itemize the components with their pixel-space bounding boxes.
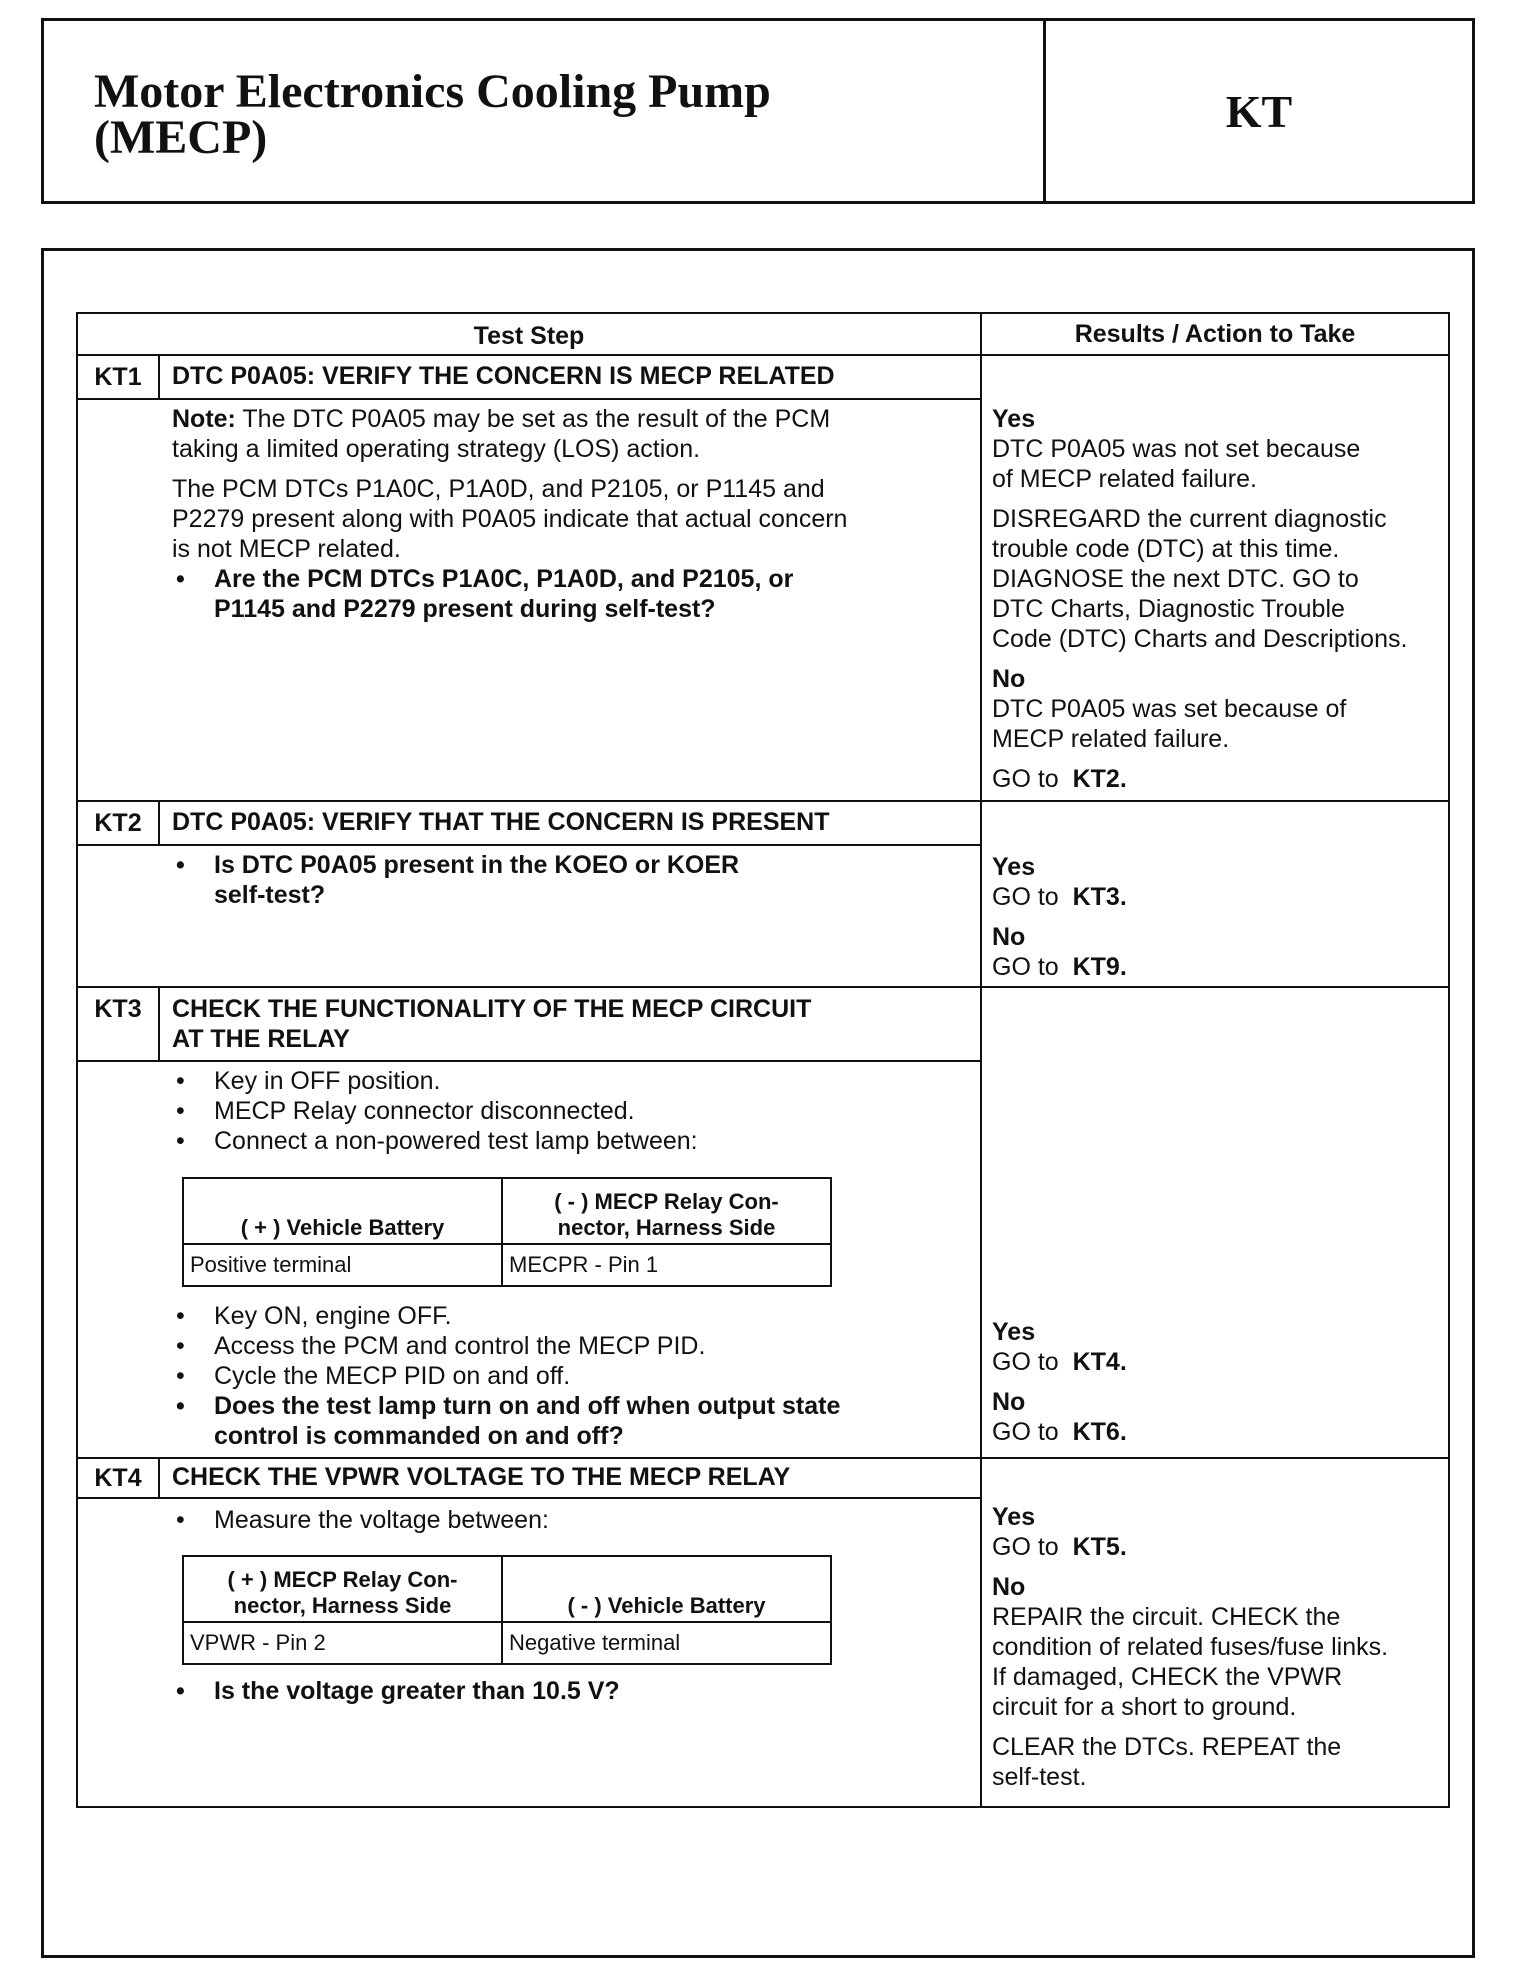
step-title-kt4: CHECK THE VPWR VOLTAGE TO THE MECP RELAY xyxy=(172,1463,791,1491)
column-header-test-step: Test Step xyxy=(473,322,585,350)
kt2-no-go: GO to xyxy=(992,953,1059,981)
section-code: KT xyxy=(1225,85,1293,137)
kt4-no-text: CLEAR the DTCs. REPEAT the xyxy=(992,1733,1342,1761)
kt3-no-target: KT6. xyxy=(1072,1418,1127,1446)
page-title-line2: (MECP) xyxy=(94,111,268,164)
kt3-bullets-a xyxy=(172,1066,972,1156)
kt4-yes-target: KT5. xyxy=(1072,1533,1127,1561)
kt1-para-2: P2279 present along with P0A05 indicate that actual concern xyxy=(172,505,848,533)
kt4-no-text: self-test. xyxy=(992,1763,1087,1791)
step-id-kt4: KT4 xyxy=(94,1464,142,1492)
step-id-kt1: KT1 xyxy=(94,363,142,391)
kt4-connection-table xyxy=(182,1555,832,1665)
kt3-bullets-b xyxy=(172,1301,972,1451)
step-title-kt2: DTC P0A05: VERIFY THAT THE CONCERN IS PRESENT xyxy=(172,808,830,836)
kt1-para-1: The PCM DTCs P1A0C, P1A0D, and P2105, or P1145 and xyxy=(172,475,825,503)
kt3-results xyxy=(992,1317,1444,1447)
list-item: • Measure the voltage between: xyxy=(172,1505,972,1535)
kt1-no-text: MECP related failure. xyxy=(992,725,1230,753)
kt4-table-cell-2: Negative terminal xyxy=(502,1622,831,1664)
kt1-results xyxy=(992,404,1444,794)
kt1-note-text-2: taking a limited operating strategy (LOS) action. xyxy=(172,435,701,463)
kt3-question: • Does the test lamp turn on and off when output state control is commanded on and off? xyxy=(172,1391,972,1451)
kt4-table-header-1: ( + ) MECP Relay Con- nector, Harness Side xyxy=(183,1556,502,1622)
step-id-kt2: KT2 xyxy=(94,809,142,837)
kt1-go-to: GO to xyxy=(992,765,1059,793)
page-title-line1: Motor Electronics Cooling Pump xyxy=(94,65,771,118)
kt1-no-label: No xyxy=(992,665,1026,693)
kt2-yes-target: KT3. xyxy=(1072,883,1127,911)
kt4-question-list xyxy=(172,1676,972,1706)
kt1-yes-text: of MECP related failure. xyxy=(992,465,1257,493)
kt3-yes-label: Yes xyxy=(992,1318,1036,1346)
list-item: • Key ON, engine OFF. xyxy=(172,1301,972,1331)
kt4-table-cell-1: VPWR - Pin 2 xyxy=(183,1622,502,1664)
column-header-results: Results / Action to Take xyxy=(1074,320,1356,348)
kt4-no-label: No xyxy=(992,1573,1026,1601)
kt1-note-text-1: The DTC P0A05 may be set as the result of the PCM xyxy=(242,405,831,433)
kt3-no-label: No xyxy=(992,1388,1026,1416)
list-item: • Key in OFF position. xyxy=(172,1066,972,1096)
kt4-no-text: If damaged, CHECK the VPWR xyxy=(992,1663,1343,1691)
kt3-no-go: GO to xyxy=(992,1418,1059,1446)
page-header xyxy=(41,18,1475,204)
page-title xyxy=(44,21,1046,201)
kt2-question: • Is DTC P0A05 present in the KOEO or KOER self-test? xyxy=(172,850,972,910)
kt4-step-body-b xyxy=(172,1676,972,1706)
kt4-no-text: condition of related fuses/fuse links. xyxy=(992,1633,1389,1661)
list-item: • Cycle the MECP PID on and off. xyxy=(172,1361,972,1391)
kt4-no-text: REPAIR the circuit. CHECK the xyxy=(992,1603,1341,1631)
kt1-question: • Are the PCM DTCs P1A0C, P1A0D, and P2105, or P1145 and P2279 present during self-test? xyxy=(172,564,972,624)
kt4-yes-go: GO to xyxy=(992,1533,1059,1561)
step-title-kt1: DTC P0A05: VERIFY THE CONCERN IS MECP RELATED xyxy=(172,362,835,390)
kt4-bullets xyxy=(172,1505,972,1535)
step-id-kt3: KT3 xyxy=(94,995,142,1023)
kt2-yes-label: Yes xyxy=(992,853,1036,881)
kt4-table-header-2: ( - ) Vehicle Battery xyxy=(502,1556,831,1622)
kt3-table-cell-1: Positive terminal xyxy=(183,1244,502,1286)
kt2-no-target: KT9. xyxy=(1072,953,1127,981)
list-item: • MECP Relay connector disconnected. xyxy=(172,1096,972,1126)
kt1-yes-text: DTC Charts, Diagnostic Trouble xyxy=(992,595,1345,623)
kt3-table-cell-2: MECPR - Pin 1 xyxy=(502,1244,831,1286)
kt1-yes-text: DIAGNOSE the next DTC. GO to xyxy=(992,565,1359,593)
kt2-results xyxy=(992,852,1444,982)
kt3-yes-go: GO to xyxy=(992,1348,1059,1376)
kt2-no-label: No xyxy=(992,923,1026,951)
kt3-connection-table xyxy=(182,1177,832,1287)
kt1-yes-label: Yes xyxy=(992,405,1036,433)
kt4-question: • Is the voltage greater than 10.5 V? xyxy=(172,1676,972,1706)
kt4-no-text: circuit for a short to ground. xyxy=(992,1693,1297,1721)
kt1-step-body xyxy=(172,404,972,624)
kt3-table-header-2: ( - ) MECP Relay Con- nector, Harness Side xyxy=(502,1178,831,1244)
kt1-yes-text: Code (DTC) Charts and Descriptions. xyxy=(992,625,1408,653)
kt1-note-label: Note: xyxy=(172,405,236,433)
kt4-results xyxy=(992,1502,1444,1792)
kt1-no-text: DTC P0A05 was set because of xyxy=(992,695,1347,723)
kt1-go-target: KT2. xyxy=(1072,765,1127,793)
kt4-yes-label: Yes xyxy=(992,1503,1036,1531)
kt1-para-3: is not MECP related. xyxy=(172,535,401,563)
kt1-yes-text: DTC P0A05 was not set because xyxy=(992,435,1361,463)
kt2-yes-go: GO to xyxy=(992,883,1059,911)
kt3-step-body-b xyxy=(172,1301,972,1451)
list-item: • Connect a non-powered test lamp between: xyxy=(172,1126,972,1156)
list-item: • Access the PCM and control the MECP PID. xyxy=(172,1331,972,1361)
kt1-yes-text: DISREGARD the current diagnostic xyxy=(992,505,1387,533)
kt3-yes-target: KT4. xyxy=(1072,1348,1127,1376)
step-title-kt3: CHECK THE FUNCTIONALITY OF THE MECP CIRCUIT AT THE RELAY xyxy=(172,995,812,1053)
kt1-yes-text: trouble code (DTC) at this time. xyxy=(992,535,1340,563)
kt3-step-body-a xyxy=(172,1066,972,1156)
kt2-step-body xyxy=(172,850,972,910)
kt4-step-body-a xyxy=(172,1505,972,1535)
kt3-table-header-1: ( + ) Vehicle Battery xyxy=(183,1178,502,1244)
